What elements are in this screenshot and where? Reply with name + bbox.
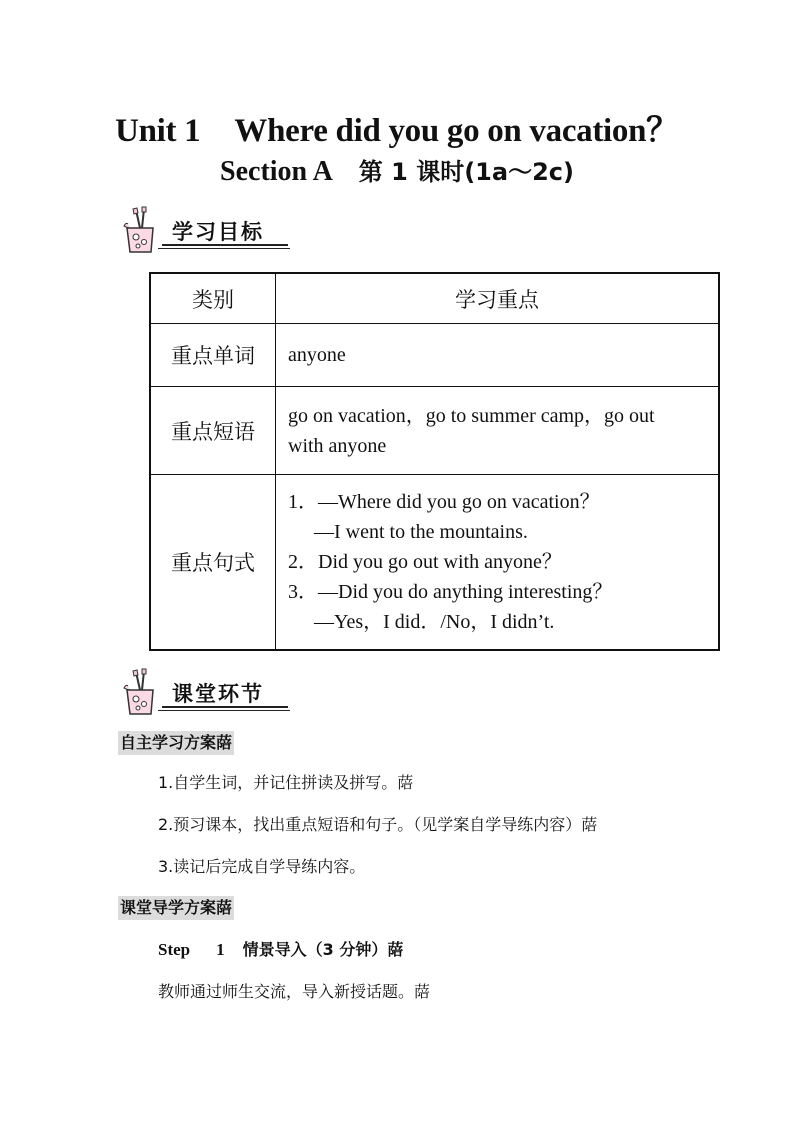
unit-question: Where did you go on vacation？ — [234, 113, 679, 149]
pencil-cup-icon — [118, 668, 162, 716]
self-study-item: 1.自学生词，并记住拼读及拼写。䔒 — [158, 773, 414, 792]
content-line: 2．Did you go out with anyone？ — [288, 551, 562, 573]
row-category: 重点句式 — [150, 475, 276, 651]
heading-underline-thin — [158, 248, 290, 249]
lesson-name: 第 1 课时(1a～2c) — [358, 158, 574, 186]
content-line: —I went to the mountains. — [314, 521, 528, 543]
header-category: 类别 — [150, 273, 276, 324]
row-category: 重点单词 — [150, 324, 276, 387]
step-heading — [158, 938, 403, 962]
step-number: 1 — [216, 940, 225, 959]
content-line: anyone — [288, 344, 346, 366]
row-category: 重点短语 — [150, 387, 276, 475]
content-line: 1．—Where did you go on vacation？ — [288, 491, 600, 513]
content-line: go on vacation，go to summer camp，go out — [288, 404, 655, 427]
table-row — [150, 324, 719, 387]
classroom-heading: 课堂环节 — [172, 682, 264, 706]
content-line: with anyone — [288, 434, 387, 457]
row-content — [276, 387, 720, 475]
heading-underline — [162, 244, 288, 246]
section-name: Section A — [220, 156, 333, 187]
section-title — [0, 152, 794, 188]
content-line: 3．—Did you do anything interesting？ — [288, 581, 613, 603]
objectives-table — [149, 272, 720, 651]
header-focus: 学习重点 — [276, 273, 720, 324]
table-header-row — [150, 273, 719, 324]
objectives-header — [118, 206, 308, 254]
step-text: 教师通过师生交流，导入新授话题。䔒 — [158, 982, 431, 1001]
table-row — [150, 475, 719, 651]
self-study-item: 3.读记后完成自学导练内容。 — [158, 857, 366, 876]
unit-number: Unit 1 — [115, 113, 201, 149]
self-study-label: 自主学习方案䔒 — [118, 731, 234, 755]
table-row — [150, 387, 719, 475]
step-title: 情景导入（3 分钟）䔒 — [242, 940, 404, 959]
pencil-cup-icon — [118, 206, 162, 254]
row-content — [276, 324, 720, 387]
unit-title — [0, 104, 794, 151]
self-study-item: 2.预习课本，找出重点短语和句子。（见学案自学导练内容）䔒 — [158, 815, 598, 834]
heading-underline-thin — [158, 710, 290, 711]
row-content — [276, 475, 720, 651]
heading-underline — [162, 706, 288, 708]
step-word: Step — [158, 940, 191, 959]
content-line: —Yes，I did．/No，I didn’t. — [314, 611, 555, 633]
guided-label: 课堂导学方案䔒 — [118, 896, 234, 920]
objectives-heading: 学习目标 — [172, 220, 264, 244]
classroom-header — [118, 668, 308, 716]
